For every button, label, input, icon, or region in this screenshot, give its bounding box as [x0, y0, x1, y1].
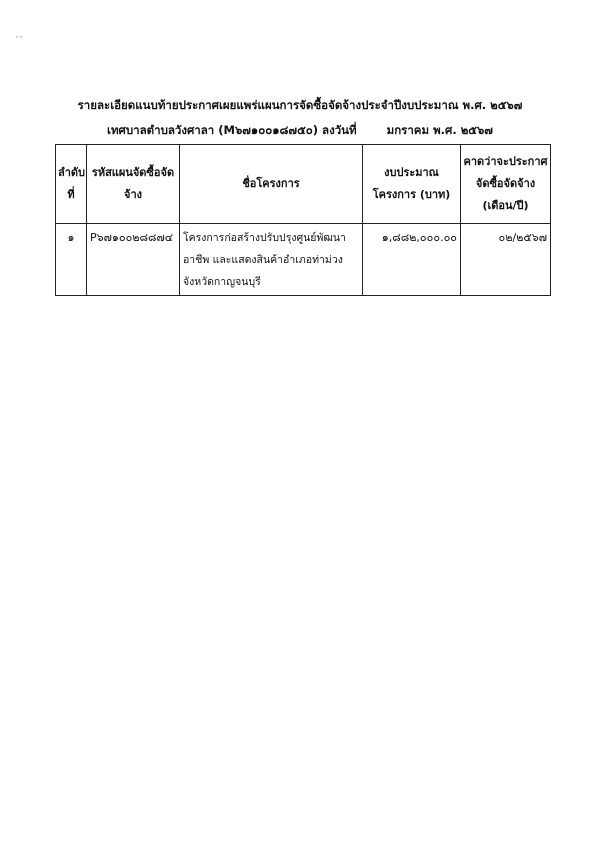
header-code: รหัสแผนจัดซื้อจัดจ้าง: [87, 145, 180, 224]
subtitle-month-year: มกราคม พ.ศ. ๒๕๖๗: [386, 123, 493, 137]
procurement-plan-table: [55, 144, 551, 296]
page-mark: ฺ ฺ: [18, 29, 24, 39]
cell-month: ๐๒/๒๕๖๗: [461, 224, 551, 296]
header-no: ลำดับที่: [56, 145, 87, 224]
header-name: ชื่อโครงการ: [180, 145, 363, 224]
header-budget: งบประมาณโครงการ (บาท): [363, 145, 461, 224]
cell-budget: ๑,๘๘๒,๐๐๐.๐๐: [363, 224, 461, 296]
document-title: รายละเอียดแนบท้ายประกาศเผยแพร่แผนการจัดซื้อจัดจ้างประจำปีงบประมาณ พ.ศ. ๒๕๖๗: [77, 98, 523, 112]
table-header-row: [56, 145, 551, 224]
document-subtitle: [0, 122, 600, 140]
table-row: [56, 224, 551, 296]
cell-code: P๖๗๑๐๐๒๘๘๗๔: [87, 224, 180, 296]
subtitle-agency-date: เทศบาลตำบลวังศาลา (M๖๗๑๐๐๑๘๗๕๐) ลงวันที่: [107, 123, 357, 137]
header-month: คาดว่าจะประกาศจัดซื้อจัดจ้าง (เดือน/ปี): [461, 145, 551, 224]
cell-name: โครงการก่อสร้างปรับปรุงศูนย์พัฒนาอาชีพ และแสดงสินค้าอำเภอท่าม่วง จังหวัดกาญจนบุรี: [180, 224, 363, 296]
cell-no: ๑: [56, 224, 87, 296]
